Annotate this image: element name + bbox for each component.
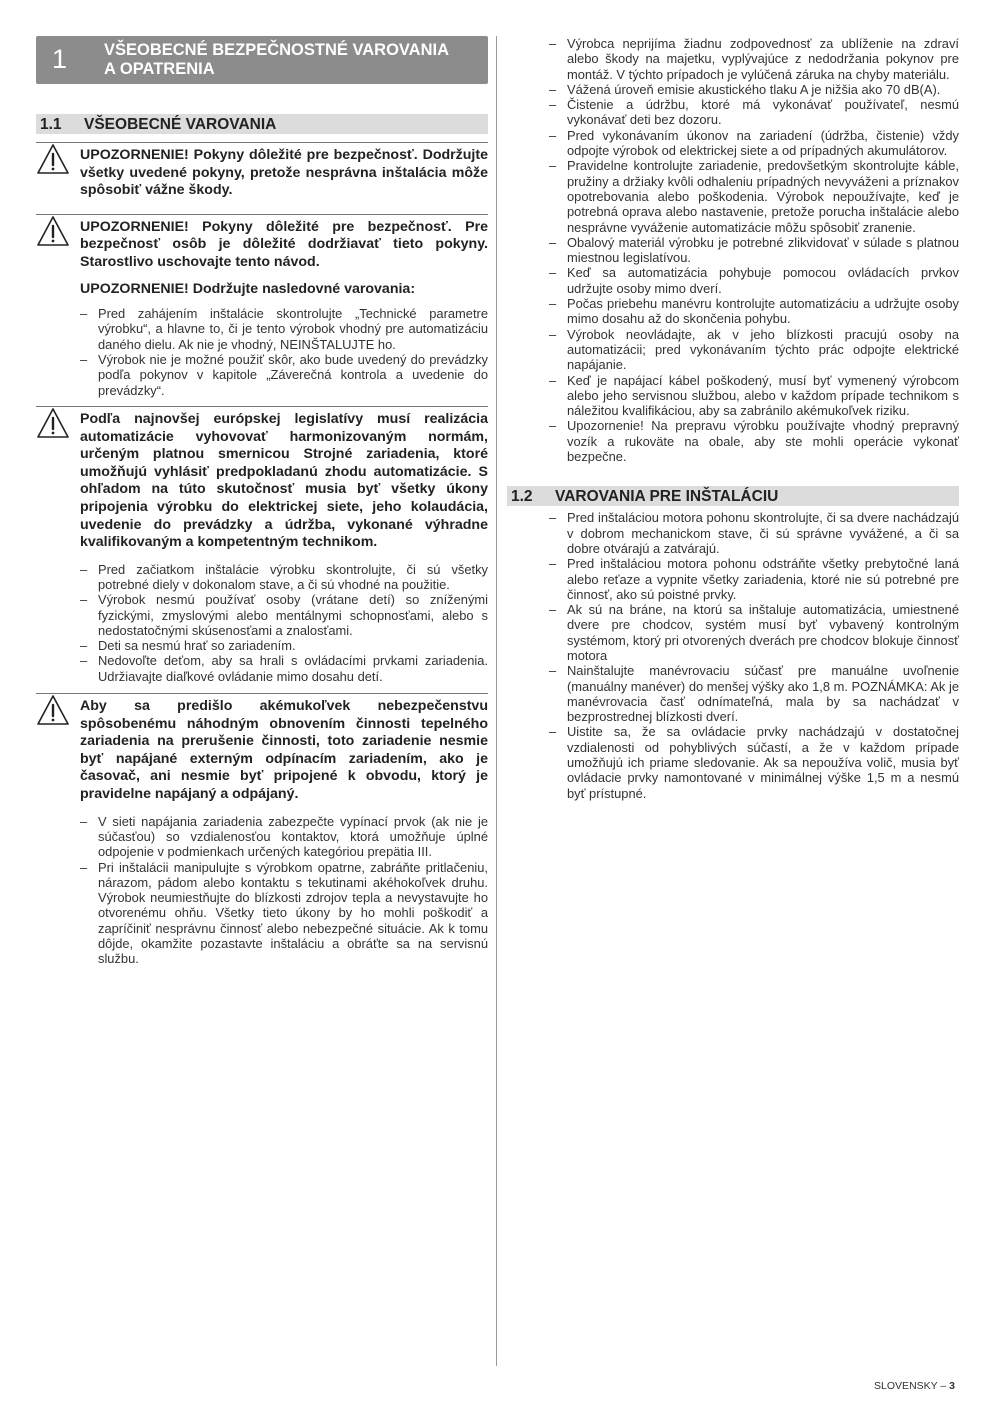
warning-text: Podľa najnovšej európskej legislatívy musí realizácia automatizácie vyhovovať harmonizovaným normám, určeným platnou smernicou Strojné zariadenia, ktoré umožňujú vyhlásiť predpokladanú zhodu automatizácie. S ohľadom na túto skutočnosť musia byť všetky úkony pripojenia výrobku do elektrickej siete, jeho kolaudácia, uvedenie do prevádzky a údržba, vykonané výhradne kvalifikovaným a kompetentným technikom. (80, 410, 488, 551)
warning-block-3 (36, 406, 488, 684)
warning-list (80, 562, 488, 684)
section-heading-1-2 (507, 486, 959, 506)
list-item: – Počas priebehu manévru kontrolujte automatizáciu a udržujte osoby mimo dosahu až do skončenia pohybu. (549, 296, 959, 327)
warning-text: UPOZORNENIE! Pokyny dôležité pre bezpečnosť. Dodržujte všetky uvedené pokyny, pretože nesprávna inštalácia môže spôsobiť vážne škody. (80, 147, 488, 199)
warning-triangle-icon (36, 407, 70, 439)
list-item: – Keď sa automatizácia pohybuje pomocou ovládacích prvkov udržujte osoby mimo dverí. (549, 265, 959, 296)
chapter-header (36, 36, 488, 84)
warning-triangle-icon (36, 215, 70, 247)
list-item: – Obalový materiál výrobku je potrebné zlikvidovať v súlade s platnou miestnou legislatívou. (549, 235, 959, 266)
section-title: VAROVANIA PRE INŠTALÁCIU (555, 488, 779, 506)
right-column (507, 36, 959, 801)
general-warnings-list (549, 36, 959, 464)
list-item: – V sieti napájania zariadenia zabezpečte vypínací prvok (ak nie je súčasťou) so vzdialenosťou kontaktov, ktorá umožňuje úplné odpojenie v podmienkach určených kategóriou prepätia III. (80, 814, 488, 860)
warning-triangle-icon (36, 143, 70, 175)
footer-language: SLOVENSKY – (874, 1380, 950, 1392)
warning-block-1 (36, 142, 488, 208)
warning-subheading: UPOZORNENIE! Dodržujte nasledovné varovania: (80, 280, 416, 297)
section-title: VŠEOBECNÉ VAROVANIA (84, 116, 277, 133)
list-item: – Ak sú na bráne, na ktorú sa inštaluje automatizácia, umiestnené dvere pre chodcov, systém musí byť vybavený kontrolným systémom, ktorý pri otvorených dverách pre chodcov blokuje činnosť motora (549, 602, 959, 663)
list-item: – Pred inštaláciou motora pohonu odstráňte všetky prebytočné laná alebo reťaze a vypnite všetky zariadenia, ktoré nie sú potrebné pre činnosť, ako sú poistné prvky. (549, 556, 959, 602)
chapter-title: VŠEOBECNÉ BEZPEČNOSTNÉ VAROVANIA A OPATRENIA (104, 41, 450, 78)
page-footer (874, 1380, 955, 1392)
list-item: – Pred vykonávaním úkonov na zariadení (údržba, čistenie) vždy odpojte výrobok od elektrickej siete a od prípadných akumulátorov. (549, 128, 959, 159)
warning-block-2 (36, 214, 488, 398)
list-item: – Pravidelne kontrolujte zariadenie, predovšetkým skontrolujte káble, pružiny a držiaky kvôli odhaleniu prípadných nevyváženi a príznakov opotrebovania alebo poškodenia. Výrobok nepoužívajte, keď je potrebná oprava alebo nastavenie, pretože porucha inštalácie alebo nesprávne vyváženie automatizácie môžu spôsobiť zranenie. (549, 158, 959, 234)
list-item: – Pred inštaláciou motora pohonu skontrolujte, či sa dvere nachádzajú v dobrom mechanickom stave, či sú správne vyvážené, a či sa dobre otvárajú a zatvárajú. (549, 510, 959, 556)
installation-warnings-list (549, 510, 959, 801)
page-number: 3 (949, 1380, 955, 1392)
left-column (36, 36, 488, 967)
section-number: 1.2 (511, 488, 533, 506)
list-item: – Výrobok nie je možné použiť skôr, ako bude uvedený do prevádzky podľa pokynov v kapitole „Záverečná kontrola a uvedenie do prevádzky“. (80, 352, 488, 398)
column-divider (496, 36, 497, 1366)
list-item: – Výrobok neovládajte, ak v jeho blízkosti pracujú osoby na automatizácii; pred vykonávaním týchto prác odpojte elektrické napájanie. (549, 327, 959, 373)
list-item: – Deti sa nesmú hrať so zariadením. (80, 638, 488, 653)
list-item: – Uistite sa, že sa ovládacie prvky nachádzajú v dostatočnej vzdialenosti od pohyblivých súčastí, a že v každom prípade umožňujú ich priame sledovanie. Ak sa nepoužíva volič, musia byť ovládacie prvky namontované v minimálnej výške 1,5 m a nesmú byť prístupné. (549, 724, 959, 800)
warning-list (80, 814, 488, 967)
list-item: – Nainštalujte manévrovaciu súčasť pre manuálne uvoľnenie (manuálny manéver) do menšej výšky ako 1,8 m. POZNÁMKA: Ak je manévrovacia časť odnímateľná, mala by sa nachádzať v bezprostrednej blízkosti dverí. (549, 663, 959, 724)
list-item: – Pred začiatkom inštalácie výrobku skontrolujte, či sú všetky potrebné diely v dokonalom stave, a či sú vhodné na použitie. (80, 562, 488, 593)
list-item: – Výrobok nesmú používať osoby (vrátane detí) so zníženými fyzickými, zmyslovými alebo mentálnymi schopnosťami, alebo s nedostatočnými skúsenosťami a znalosťami. (80, 592, 488, 638)
warning-list (80, 306, 488, 398)
list-item: – Čistenie a údržbu, ktoré má vykonávať používateľ, nesmú vykonávať deti bez dozoru. (549, 97, 959, 128)
list-item: – Pred zahájením inštalácie skontrolujte „Technické parametre výrobku“, a hlavne to, či je tento výrobok vhodný pre automatizáciu daného dielu. Ak nie je vhodný, NEINŠTALUJTE ho. (80, 306, 488, 352)
list-item: – Vážená úroveň emisie akustického tlaku A je nižšia ako 70 dB(A). (549, 82, 959, 97)
list-item: – Pri inštalácii manipulujte s výrobkom opatrne, zabráňte pritlačeniu, nárazom, pádom alebo kontaktu s tekutinami akéhokoľvek druhu. Výrobok neumiestňujte do blízkosti zdrojov tepla a nevystavujte ho otvorenému ohňu. Všetky tieto úkony by ho mohli poškodiť a zapríčiniť nesprávnu činnosť alebo nebezpečné situácie. Ak k tomu dôjde, okamžite pozastavte inštaláciu a obráťte sa na servisnú službu. (80, 860, 488, 967)
warning-triangle-icon (36, 694, 70, 726)
list-item: – Výrobca neprijíma žiadnu zodpovednosť za ublíženie na zdraví alebo škody na majetku, vyplývajúce z nedodržania pokynov pre montáž. V týchto prípadoch je vylúčená záruka na chyby materiálu. (549, 36, 959, 82)
chapter-number: 1 (52, 44, 68, 74)
list-item: – Keď je napájací kábel poškodený, musí byť vymenený výrobcom alebo jeho servisnou službou, alebo v každom prípade technikom s náležitou kvalifikáciou, aby sa zabránilo akémukoľvek riziku. (549, 373, 959, 419)
list-item: – Nedovoľte deťom, aby sa hrali s ovládacími prvkami zariadenia. Udržiavajte diaľkové ovládanie mimo dosahu detí. (80, 653, 488, 684)
warning-text: UPOZORNENIE! Pokyny dôležité pre bezpečnosť. Pre bezpečnosť osôb je dôležité dodržiavať tieto pokyny. Starostlivo uschovajte tento návod. (80, 218, 488, 270)
section-heading-1-1 (36, 114, 488, 134)
warning-block-4 (36, 693, 488, 967)
section-number: 1.1 (40, 116, 62, 133)
warning-text: Aby sa predišlo akémukoľvek nebezpečenstvu spôsobenému náhodným obnovením činnosti tepelného zariadenia na prerušenie činnosti, toto zariadenie nesmie byť napájané externým odpínacím zariadením, ako je časovač, ani nesmie byť pripojené k obvodu, ktorý je pravidelne napájaný a odpájaný. (80, 698, 488, 803)
list-item: – Upozornenie! Na prepravu výrobku používajte vhodný prepravný vozík a rukoväte na obale, aby ste mohli operácie vykonať bezpečne. (549, 418, 959, 464)
